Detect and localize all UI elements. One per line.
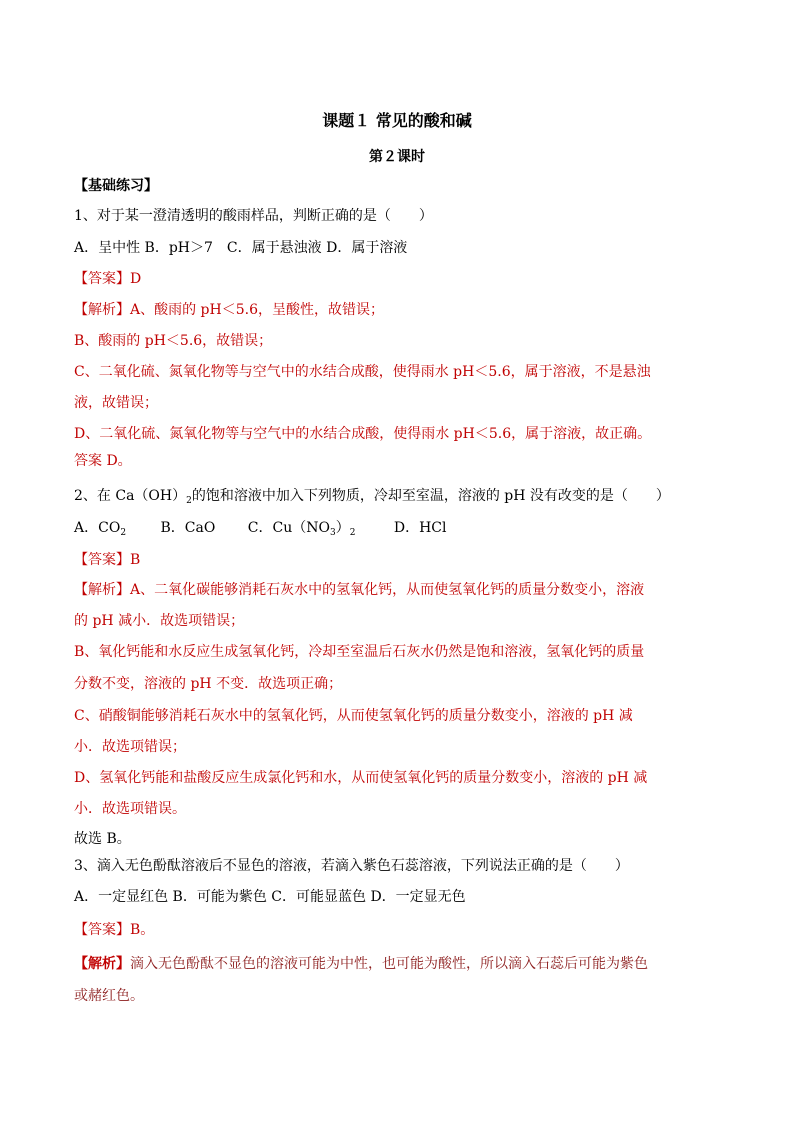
- q2-option-c: C．Cu（NO: [247, 520, 330, 536]
- q3-options: A．一定显红色 B．可能为紫色 C．可能显蓝色 D．一定显无色: [74, 889, 466, 905]
- q2-analysis-a2: 的 pH 减小．故选项错误；: [74, 613, 245, 629]
- q2-conclusion: 故选 B。: [74, 831, 131, 847]
- answer-tag: 【答案】: [74, 271, 130, 287]
- q1-question: 1、对于某一澄清透明的酸雨样品，判断正确的是（ ）: [74, 208, 433, 224]
- page-title: 课题１ 常见的酸和碱: [322, 111, 472, 130]
- q2-analysis-c1: C、硝酸铜能够消耗石灰水中的氢氧化钙，从而使氢氧化钙的质量分数变小，溶液的 pH 减: [74, 708, 633, 724]
- q2-option-d: D．HCl: [393, 520, 447, 536]
- analysis-tag: 【解析】: [74, 302, 130, 318]
- q1-analysis-c2: 液，故错误；: [74, 395, 158, 411]
- q2-analysis-b1: B、氧化钙能和水反应生成氢氧化钙，冷却至室温后石灰水仍然是饱和溶液，氢氧化钙的质量: [74, 644, 645, 660]
- q1-options: A．呈中性 B．pH＞7 C．属于悬浊液 D．属于溶液: [74, 240, 408, 256]
- q2-analysis-c2: 小．故选项错误；: [74, 739, 186, 755]
- q3-answer: 【答案】B。: [74, 922, 155, 938]
- q1-analysis-a: 【解析】A、酸雨的 pH＜5.6，呈酸性，故错误；: [74, 302, 384, 318]
- q1-conclusion: 答案 D。: [74, 453, 132, 469]
- q1-answer: [74, 269, 726, 289]
- q2-analysis-b2: 分数不变，溶液的 pH 不变．故选项正确；: [74, 676, 343, 692]
- q2-answer: 【答案】B: [74, 552, 141, 568]
- q2-option-b: B．CaO: [160, 520, 216, 536]
- q2-options: A．$CO_2$ B．CaO C．$Cu(NO_3)_2$ D．HCl: [74, 520, 447, 538]
- section-heading: 【基础练习】: [74, 178, 158, 194]
- q1-analysis-c1: C、二氧化硫、氮氧化物等与空气中的水结合成酸，使得雨水 pH＜5.6，属于溶液，不是悬浊: [74, 364, 651, 380]
- q2-option-a: A．CO: [74, 520, 121, 536]
- q1-analysis-d: D、二氧化硫、氮氧化物等与空气中的水结合成酸，使得雨水 pH＜5.6，属于溶液，故正确。: [74, 426, 652, 442]
- q1-analysis-b: B、酸雨的 pH＜5.6，故错误；: [74, 333, 273, 349]
- q3-question: 3、滴入无色酚酞溶液后不显色的溶液，若滴入紫色石蕊溶液，下列说法正确的是（ ）: [74, 858, 629, 874]
- q3-analysis-1: 【解析】滴入无色酚酞不显色的溶液可能为中性，也可能为酸性，所以滴入石蕊后可能为紫色: [74, 956, 648, 972]
- q2-analysis-a1: 【解析】A、二氧化碳能够消耗石灰水中的氢氧化钙，从而使氢氧化钙的质量分数变小，溶液: [74, 582, 645, 598]
- q2-question: 2、在 $Ca(OH)_2$的饱和溶液中加入下列物质，冷却至室温，溶液的 pH 没有改变的是（ ）: [74, 488, 670, 506]
- q2-analysis-d2: 小．故选项错误。: [74, 801, 186, 817]
- page-subtitle: 第２课时: [369, 149, 425, 165]
- q2-analysis-d1: D、氢氧化钙能和盐酸反应生成氯化钙和水，从而使氢氧化钙的质量分数变小，溶液的 pH 减: [74, 770, 648, 786]
- answer-value: D: [130, 271, 142, 287]
- q3-analysis-2: 或赭红色。: [74, 988, 144, 1004]
